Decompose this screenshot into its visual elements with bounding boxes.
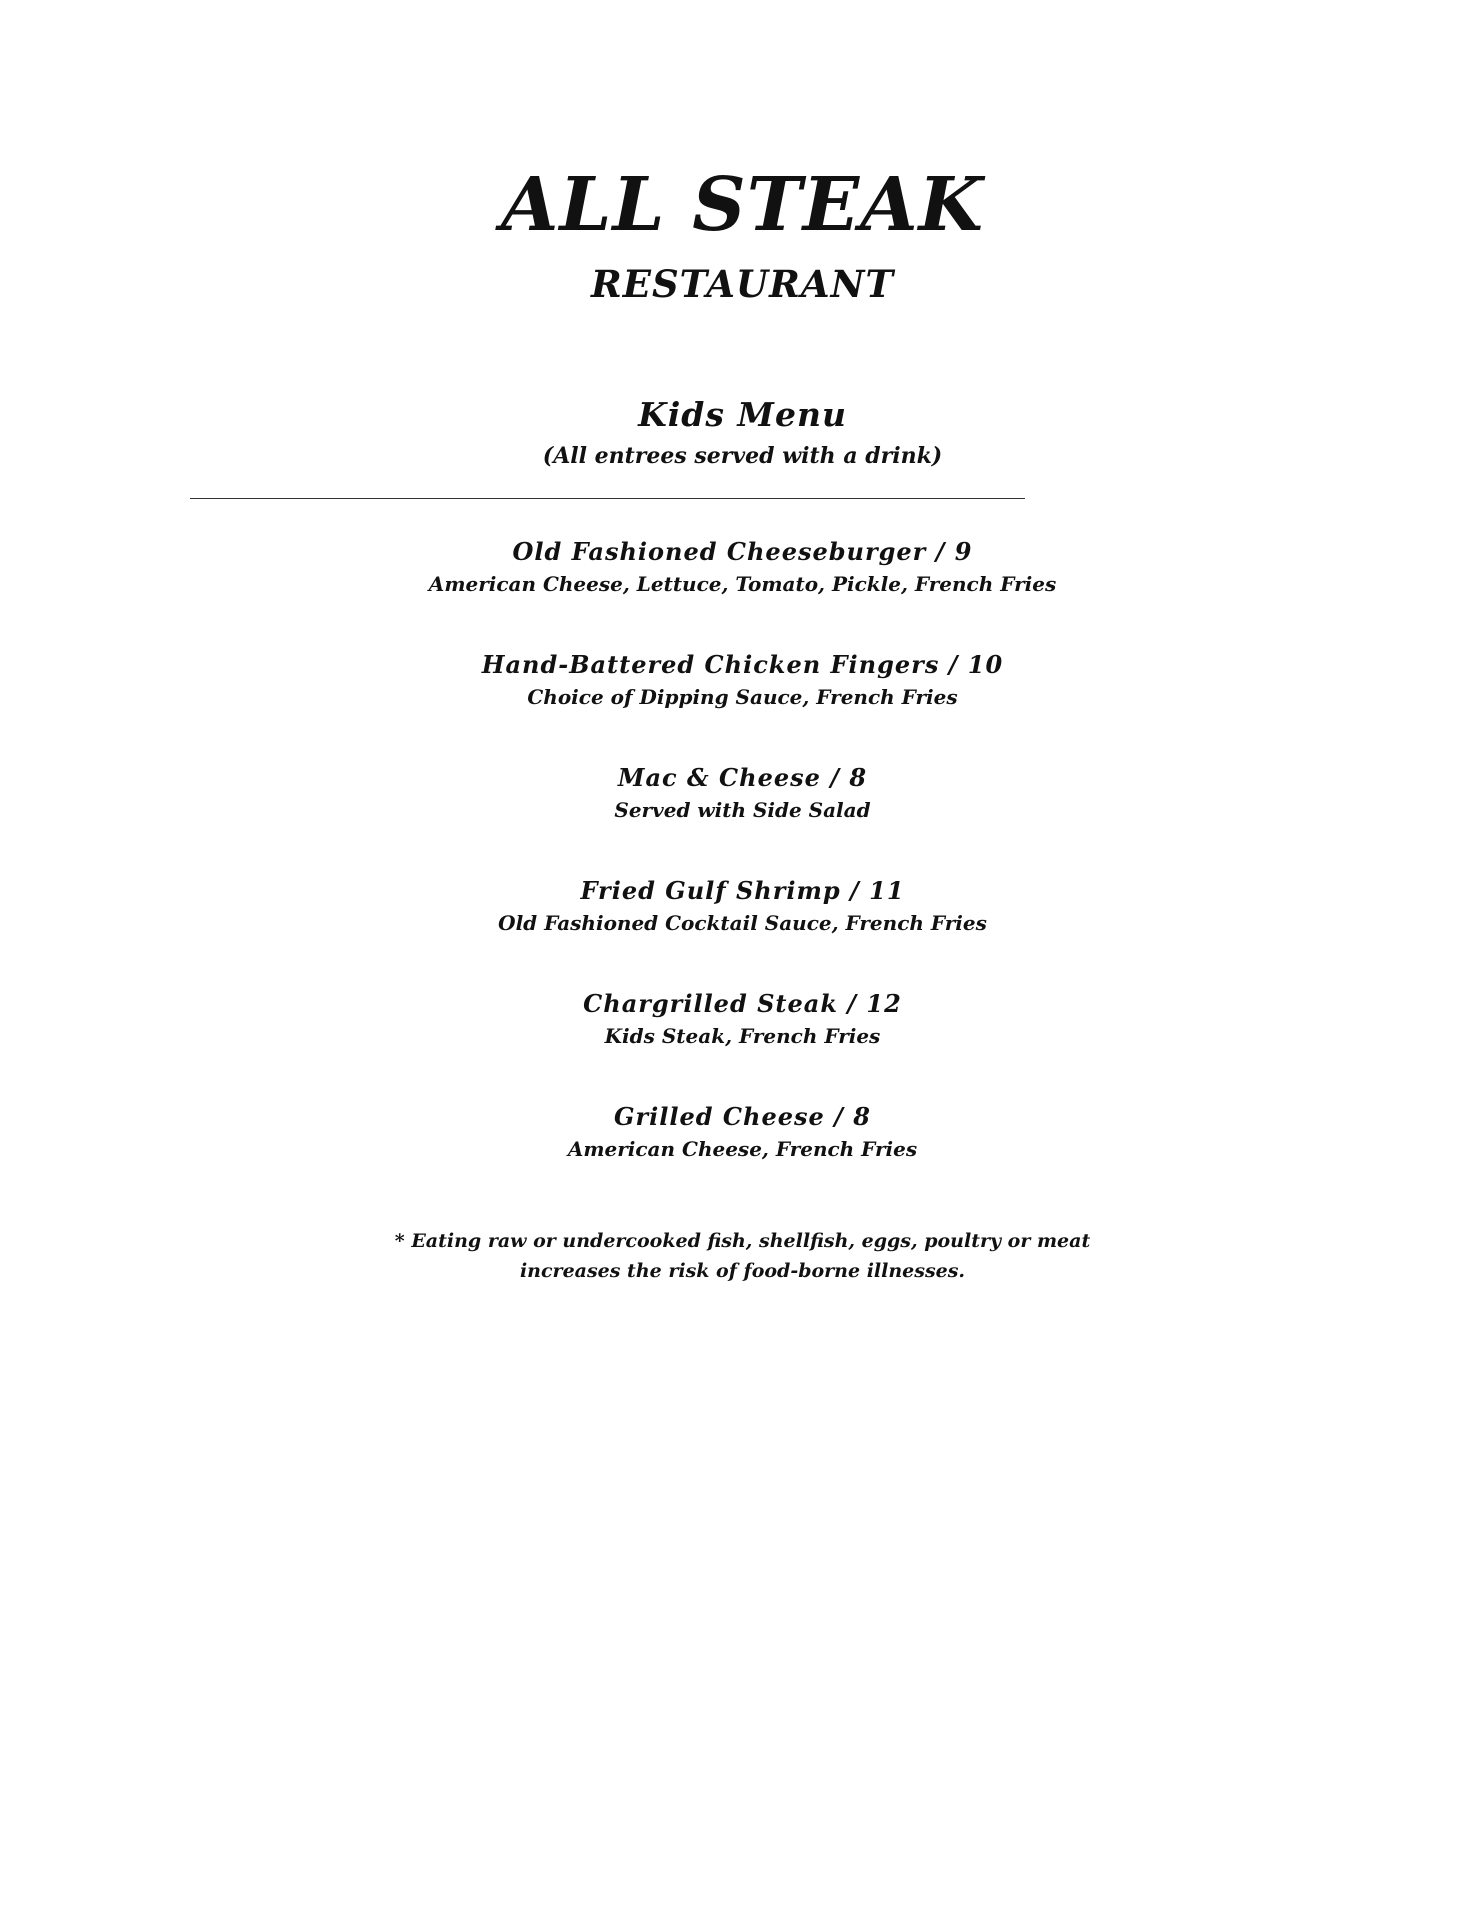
menu-note: (All entrees served with a drink) <box>542 443 943 469</box>
menu-item-title: Fried Gulf Shrimp / 11 <box>580 876 905 905</box>
menu-item-title: Mac & Cheese / 8 <box>617 763 868 792</box>
menu-item-title: Grilled Cheese / 8 <box>614 1102 871 1131</box>
divider <box>190 498 1025 499</box>
menu-item <box>190 648 1295 761</box>
menu-item <box>190 874 1295 987</box>
disclaimer-line: increases the risk of food-borne illnesses. <box>519 1260 966 1282</box>
health-disclaimer <box>190 1226 1295 1286</box>
menu-item <box>190 987 1295 1100</box>
restaurant-subtitle: RESTAURANT <box>591 262 894 306</box>
menu-item-description: American Cheese, French Fries <box>567 1137 918 1161</box>
menu-item-title: Old Fashioned Cheeseburger / 9 <box>512 537 973 566</box>
menu-item-description: Choice of Dipping Sauce, French Fries <box>527 685 958 709</box>
menu-item <box>190 1100 1295 1213</box>
menu-item <box>190 535 1295 648</box>
menu-item-description: Kids Steak, French Fries <box>604 1024 881 1048</box>
menu-item-description: Old Fashioned Cocktail Sauce, French Fries <box>498 911 987 935</box>
menu-item <box>190 761 1295 874</box>
menu-heading: Kids Menu <box>638 395 847 434</box>
menu-item-description: American Cheese, Lettuce, Tomato, Pickle, French Fries <box>428 572 1057 596</box>
menu-item-description: Served with Side Salad <box>614 798 871 822</box>
restaurant-name: ALL STEAK <box>501 162 984 248</box>
disclaimer-line: * Eating raw or undercooked fish, shellfish, eggs, poultry or meat <box>394 1230 1091 1252</box>
menu-item-title: Hand-Battered Chicken Fingers / 10 <box>481 650 1004 679</box>
menu-items-list <box>190 535 1295 1213</box>
menu-item-title: Chargrilled Steak / 12 <box>583 989 902 1018</box>
